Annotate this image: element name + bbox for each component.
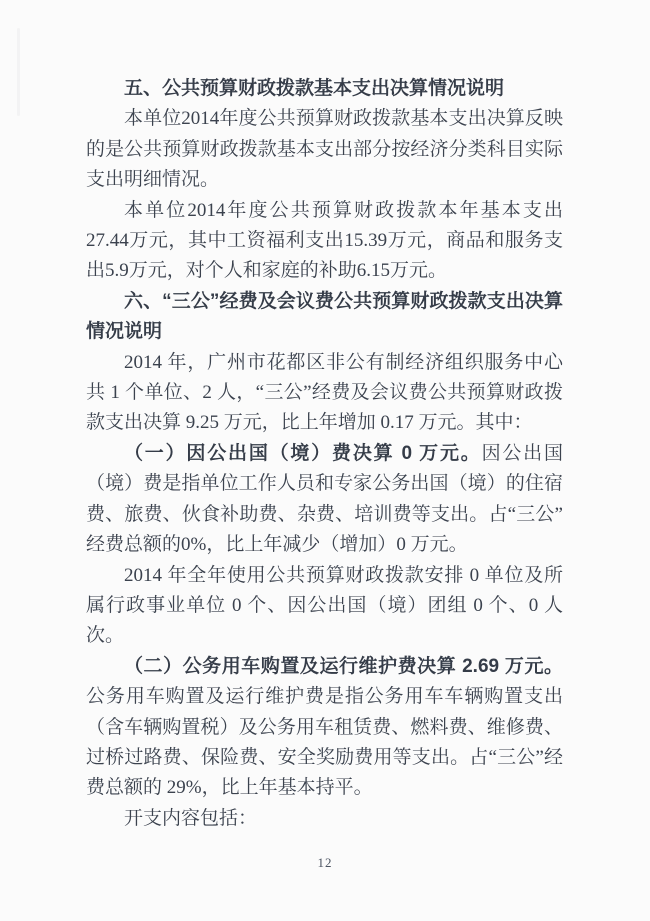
section-five-heading: 五、公共预算财政拨款基本支出决算情况说明 — [124, 78, 505, 99]
item-abroad-paragraph — [86, 439, 563, 561]
closing-line: 开支内容包括： — [124, 807, 258, 829]
item-vehicle-lead: （二）公务用车购置及运行维护费决算 2.69 万元。 — [124, 655, 563, 677]
item-vehicle-paragraph — [86, 652, 563, 804]
section-five-amounts-paragraph: 本单位2014年度公共预算财政拨款本年基本支出27.44万元，其中工资福利支出15.39万元，商品和服务支出5.9万元，对个人和家庭的补助6.15万元。 — [86, 199, 563, 282]
scan-artifact — [17, 28, 20, 116]
section-six-heading: 六、“三公”经费及会议费公共预算财政拨款支出决算情况说明 — [86, 290, 563, 343]
document-body — [86, 74, 563, 834]
item-abroad-body: 因公出国（境）费是指单位工作人员和专家公务出国（境）的住宿费、旅费、伙食补助费、杂费、培训费等支出。占“三公”经费总额的0%，比上年减少（增加）0 万元。 — [86, 442, 563, 556]
item-abroad-lead: （一）因公出国（境）费决算 0 万元。 — [124, 442, 482, 464]
page-number: 12 — [317, 855, 333, 870]
section-six-intro-paragraph: 2014 年，广州市花都区非公有制经济组织服务中心共 1 个单位、2 人，“三公”经费及会议费公共预算财政拨款支出决算 9.25 万元，比上年增加 0.17 万元。其中： — [86, 351, 563, 434]
item-abroad-detail-paragraph: 2014 年全年使用公共预算财政拨款安排 0 单位及所属行政事业单位 0 个、因公出国（境）团组 0 个、0 人次。 — [86, 564, 563, 647]
item-vehicle-body: 公务用车购置及运行维护费是指公务用车车辆购置支出（含车辆购置税）及公务用车租赁费、燃料费、维修费、过桥过路费、保险费、安全奖励费用等支出。占“三公”经费总额的 29%，比上年基本持平。 — [86, 686, 563, 799]
section-five-overview-paragraph: 本单位2014年度公共预算财政拨款基本支出决算反映的是公共预算财政拨款基本支出部分按经济分类科目实际支出明细情况。 — [86, 108, 563, 191]
